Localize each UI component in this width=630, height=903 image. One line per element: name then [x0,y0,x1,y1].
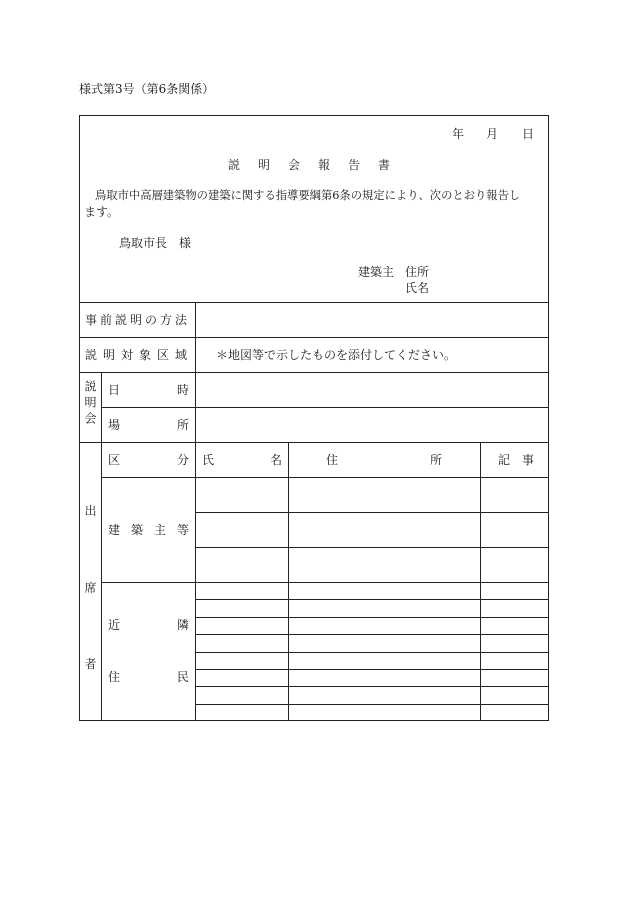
date-year: 年 [452,127,465,141]
document-title: 説 明 会 報 告 書 [228,158,390,172]
report-body-line2: ます。 [84,205,120,219]
divider-owner-row1 [195,512,549,513]
divider-neighbor-row5 [195,669,549,670]
addressee: 鳥取市長 様 [119,236,192,250]
column-category: 区 分 [108,453,189,467]
method-label: 事前説明の方法 [85,313,191,327]
divider-session-bottom [79,442,549,443]
group-neighbor-bottom: 住 民 [108,670,189,684]
area-label: 説明対象区域 [85,348,194,362]
divider-label-column [195,302,196,721]
area-instruction: ＊地図等で示したものを添付してください。 [216,348,457,362]
divider-neighbor-row7 [195,704,549,705]
divider-header-bottom [79,302,549,303]
divider-session-group [101,372,102,442]
owner-address-label: 住所 [405,265,430,279]
date-day: 日 [522,127,535,141]
group-neighbor-top: 近 隣 [108,618,189,632]
owner-name-label: 氏名 [405,281,430,295]
form-number: 様式第3号（第6条関係） [79,82,215,96]
column-address: 住 所 [326,453,442,467]
divider-name-address [288,442,289,721]
divider-owner-row2 [195,547,549,548]
divider-neighbor-row6 [195,686,549,687]
datetime-label: 日 時 [108,383,189,397]
divider-method-bottom [79,337,549,338]
column-name: 氏 名 [202,453,282,467]
divider-neighbor-row4 [195,652,549,653]
group-building-owner: 建 築 主 等 [108,523,189,537]
column-notes: 記 事 [498,453,534,467]
divider-neighbor-row1 [195,599,549,600]
divider-attendee-group [101,442,102,721]
session-group-label: 説明会 [83,380,97,428]
place-label: 場 所 [108,418,189,432]
date-month: 月 [486,127,499,141]
owner-label: 建築主 [358,265,395,279]
divider-attendee-header-bottom [101,477,549,478]
divider-datetime-bottom [101,407,549,408]
divider-neighbor-row3 [195,634,549,635]
divider-address-notes [480,442,481,721]
divider-owner-bottom [101,582,549,583]
attendees-group-label: 出 席 者 [84,504,97,671]
report-body-line1: 鳥取市中高層建築物の建築に関する指導要綱第6条の規定により、次のとおり報告し [95,189,521,202]
divider-neighbor-row2 [195,617,549,618]
divider-area-bottom [79,372,549,373]
